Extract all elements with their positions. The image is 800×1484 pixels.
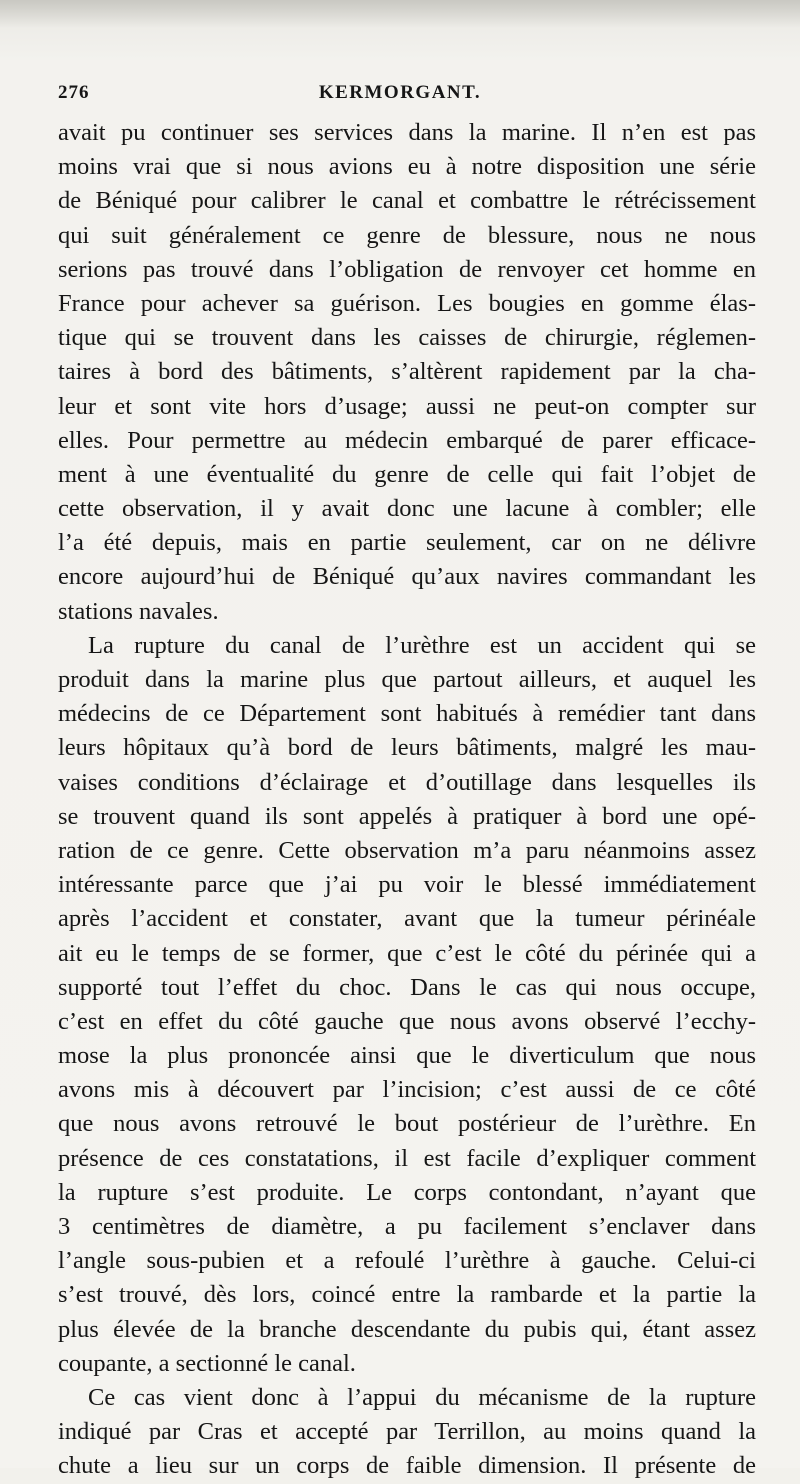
text-line: après l’accident et constater, avant que la tumeur périnéale <box>58 905 756 933</box>
text-line: ration de ce genre. Cette observation m’a paru néanmoins assez <box>58 836 756 864</box>
text-line: ment à une éventualité du genre de celle qui fait l’objet de <box>58 460 756 488</box>
text-line: avons mis à découvert par l’incision; c’est aussi de ce côté <box>58 1076 756 1104</box>
text-line: plus élevée de la branche descendante du pubis qui, étant assez <box>58 1315 756 1343</box>
text-line: vaises conditions d’éclairage et d’outillage dans lesquelles ils <box>58 768 756 796</box>
running-title: KERMORGANT. <box>318 82 482 103</box>
text-line: France pour achever sa guérison. Les bougies en gomme élas- <box>58 289 756 317</box>
text-line: produit dans la marine plus que partout ailleurs, et auquel les <box>58 666 756 693</box>
text-line: l’a été depuis, mais en partie seulement, car on ne délivre <box>58 529 756 557</box>
text-line: moins vrai que si nous avions eu à notre disposition une série <box>58 153 756 181</box>
text-line: leur et sont vite hors d’usage; aussi ne peut-on compter sur <box>58 392 756 420</box>
text-line: présence de ces constatations, il est facile d’expliquer comment <box>58 1144 756 1172</box>
text-line: tique qui se trouvent dans les caisses de chirurgie, réglemen- <box>58 324 756 352</box>
page-number: 276 <box>58 82 90 103</box>
text-line: mose la plus prononcée ainsi que le diverticulum que nous <box>58 1042 756 1070</box>
text-line: de Béniqué pour calibrer le canal et combattre le rétrécissement <box>58 187 756 215</box>
text-line: qui suit généralement ce genre de blessure, nous ne nous <box>58 221 756 249</box>
text-line: leurs hôpitaux qu’à bord de leurs bâtiments, malgré les mau- <box>58 734 756 762</box>
text-line: l’angle sous-pubien et a refoulé l’urèthre à gauche. Celui-ci <box>58 1247 756 1275</box>
text-line: c’est en effet du côté gauche que nous avons observé l’ecchy- <box>58 1007 756 1035</box>
text-line: médecins de ce Département sont habitués à remédier tant dans <box>58 700 756 728</box>
text-line: s’est trouvé, dès lors, coincé entre la rambarde et la partie la <box>58 1281 756 1309</box>
text-line: la rupture s’est produite. Le corps contondant, n’ayant que <box>58 1178 756 1206</box>
text-line: cette observation, il y avait donc une lacune à combler; elle <box>58 495 756 523</box>
paragraph <box>58 1381 756 1484</box>
text-line: stations navales. <box>58 597 219 625</box>
text-line: intéressante parce que j’ai pu voir le blessé immédiatement <box>58 871 756 899</box>
text-line: 3 centimètres de diamètre, a pu facilement s’enclaver dans <box>58 1213 756 1240</box>
text-line: elles. Pour permettre au médecin embarqué de parer efficace- <box>58 426 756 454</box>
text-line: supporté tout l’effet du choc. Dans le cas qui nous occupe, <box>58 973 756 1001</box>
text-line: que nous avons retrouvé le bout postérieur de l’urèthre. En <box>58 1110 756 1138</box>
body-text <box>58 116 756 1484</box>
scan-shadow <box>0 0 800 28</box>
text-line: se trouvent quand ils sont appelés à pratiquer à bord une opé- <box>58 802 756 830</box>
text-line: ait eu le temps de se former, que c’est le côté du périnée qui a <box>58 939 756 967</box>
text-line: encore aujourd’hui de Béniqué qu’aux navires commandant les <box>58 563 756 591</box>
text-line: La rupture du canal de l’urèthre est un accident qui se <box>88 631 756 659</box>
paragraph <box>58 629 756 1381</box>
text-line: indiqué par Cras et accepté par Terrillon, au moins quand la <box>58 1418 756 1446</box>
text-line: Ce cas vient donc à l’appui du mécanisme de la rupture <box>88 1383 756 1411</box>
text-line: coupante, a sectionné le canal. <box>58 1349 356 1377</box>
text-line: chute a lieu sur un corps de faible dimension. Il présente de <box>58 1452 756 1480</box>
text-line: serions pas trouvé dans l’obligation de renvoyer cet homme en <box>58 255 756 283</box>
text-line: taires à bord des bâtiments, s’altèrent rapidement par la cha- <box>58 358 756 386</box>
paragraph <box>58 116 756 629</box>
running-head <box>58 82 742 112</box>
text-line: avait pu continuer ses services dans la marine. Il n’en est pas <box>58 119 756 146</box>
